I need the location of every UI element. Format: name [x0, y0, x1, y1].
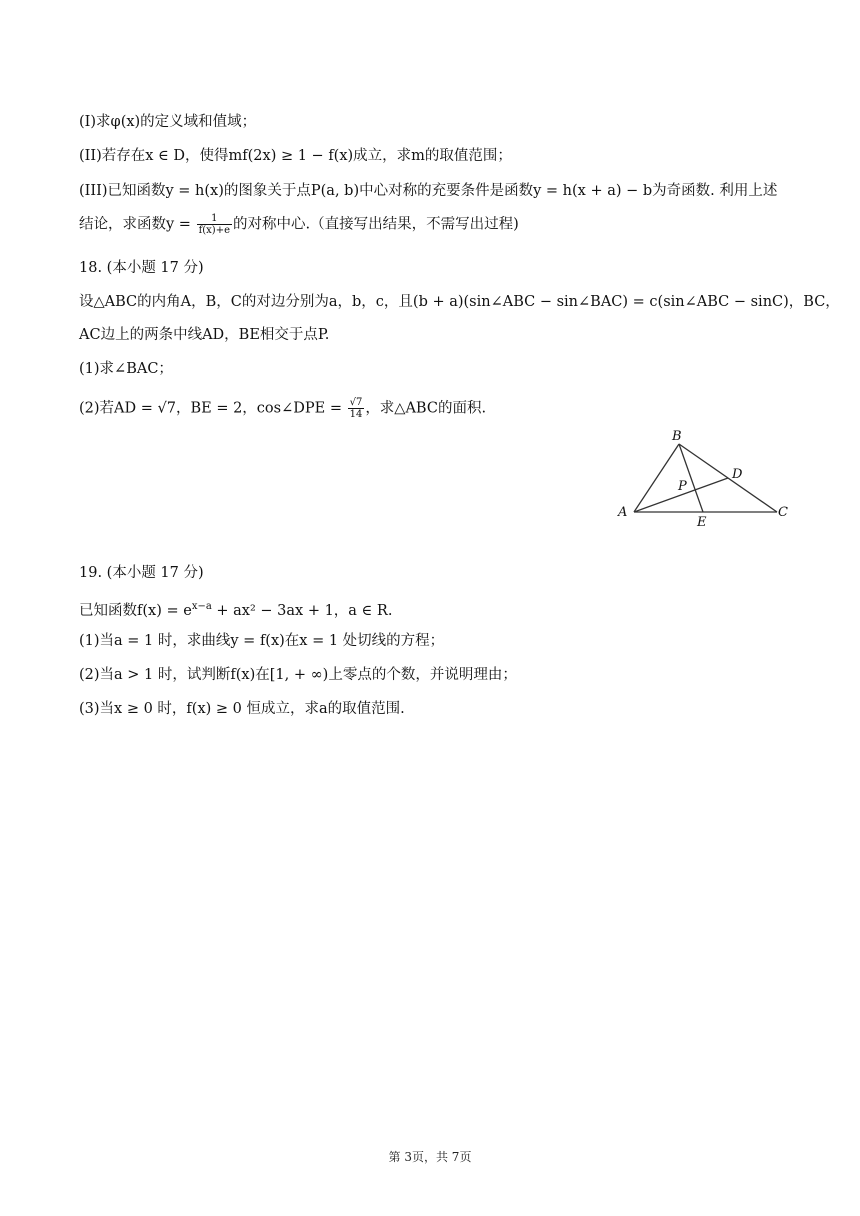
q18-stem-line1: 设△ABC的内角A，B，C的对边分别为a，b，c，且(b + a)(sin∠ABC − sin∠BAC) = c(sin∠ABC − sinC)，BC， [79, 294, 840, 310]
label-p: P [678, 479, 687, 494]
label-e: E [697, 515, 707, 530]
q18-header: 18. (本小题 17 分) [79, 260, 204, 276]
q19-header: 19. (本小题 17 分) [79, 565, 204, 581]
q17-part3-line2-pre: 结论，求函数y = [79, 216, 196, 233]
label-b: B [672, 429, 682, 444]
q18-frac-den: 14 [349, 409, 363, 420]
median-be [679, 444, 703, 512]
q18-fraction [348, 397, 365, 420]
q17-frac-num: 1 [197, 213, 232, 225]
q18-part2 [79, 397, 800, 420]
q17-part2: (II)若存在x ∈ D，使得mf(2x) ≥ 1 − f(x)成立，求m的取值范围； [79, 148, 512, 164]
q19-stem-pre: 已知函数f(x) = e [79, 602, 192, 619]
label-d: D [732, 467, 743, 482]
q19-stem-exponent: x−a [191, 601, 212, 612]
page-footer: 第 3页，共 7页 [388, 1150, 472, 1164]
q19-part1: (1)当a = 1 时，求曲线y = f(x)在x = 1 处切线的方程； [79, 633, 445, 649]
q18-part1: (1)求∠BAC； [79, 361, 173, 377]
q18-part2-post: ，求△ABC的面积. [365, 400, 487, 417]
q18-part2-pre: (2)若AD = √7，BE = 2，cos∠DPE = [79, 400, 347, 417]
q19-stem-post: + ax² − 3ax + 1，a ∈ R. [211, 602, 393, 619]
label-a: A [618, 505, 628, 520]
q17-part3-line1: (III)已知函数y = h(x)的图象关于点P(a, b)中心对称的充要条件是函数y = h(x + a) − b为奇函数. 利用上述 [79, 183, 778, 199]
q17-frac-den: f(x)+e [198, 225, 231, 236]
q19-part2: (2)当a > 1 时，试判断f(x)在[1, + ∞)上零点的个数，并说明理由； [79, 667, 517, 683]
q18-stem-line2: AC边上的两条中线AD，BE相交于点P. [79, 327, 330, 343]
q17-fraction [197, 213, 232, 236]
q17-part3-line2 [79, 213, 800, 236]
q17-part1: (I)求φ(x)的定义域和值域； [79, 114, 257, 130]
q17-part3-line2-post: 的对称中心.（直接写出结果，不需写出过程) [233, 216, 519, 233]
q18-frac-num: √7 [349, 397, 363, 408]
q19-part3: (3)当x ≥ 0 时，f(x) ≥ 0 恒成立，求a的取值范围. [79, 701, 405, 717]
triangle-figure [612, 424, 802, 532]
side-ab [634, 444, 679, 512]
q19-stem [79, 596, 800, 622]
label-c: C [778, 505, 788, 520]
